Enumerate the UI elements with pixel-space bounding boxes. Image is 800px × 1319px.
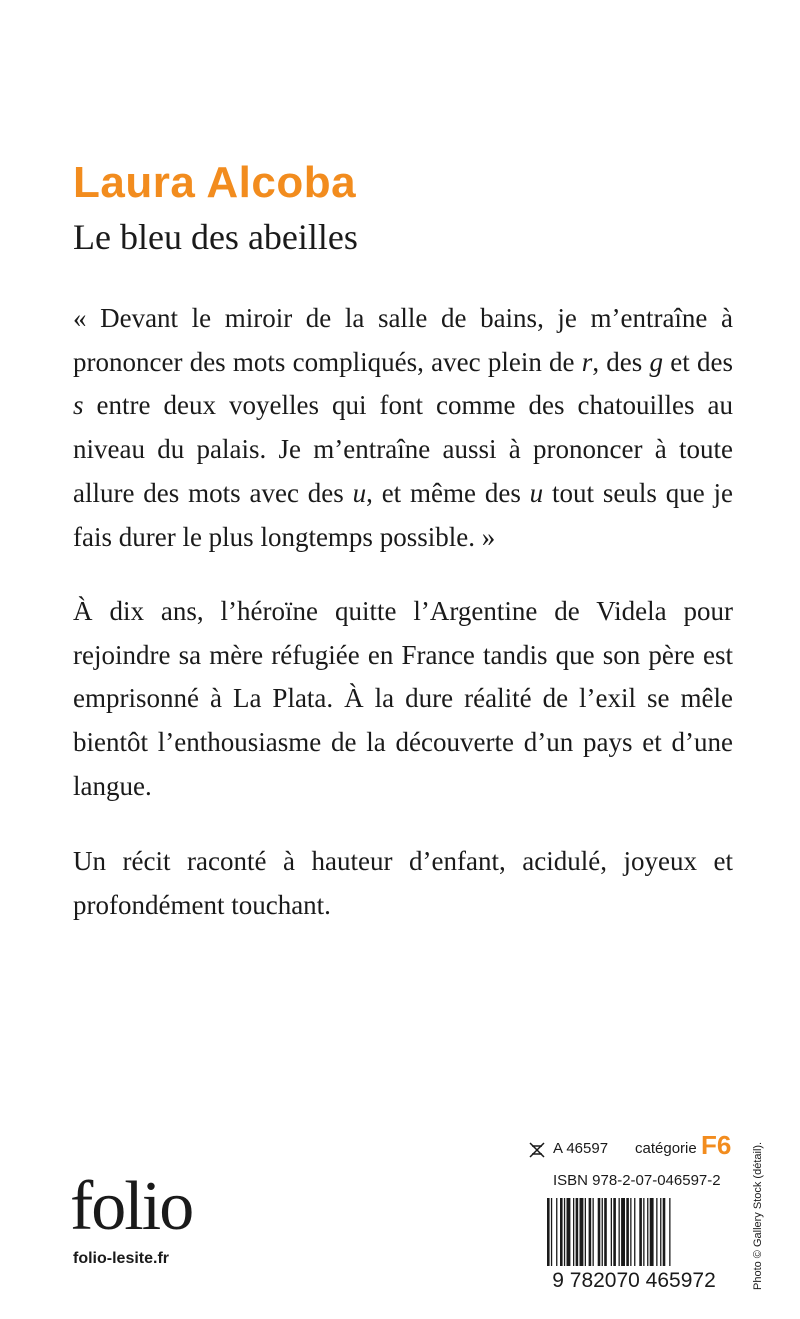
blurb-quote: « Devant le miroir de la salle de bains, je m’entraîne à prononcer des mots compliqués, avec plein de r, des g et des s entre deux voyelles qui font comme des chatouilles au niveau du palais. Je m’entraîne aussi à prononcer à toute allure des mots avec des u, et même des u tout seuls que je fais durer le plus longtemps possible. » [73, 303, 734, 552]
barcode-digits: 9 782070 465972 [552, 1269, 716, 1290]
blurb-tagline: Un récit raconté à hauteur d’enfant, acidulé, joyeux et profondément touchant. [73, 846, 733, 920]
author-name: Laura Alcoba [73, 158, 357, 207]
blurb-summary: À dix ans, l’héroïne quitte l’Argentine de Videla pour rejoindre sa mère réfugiée en France tandis que son père est emprisonné à La Plata. À la dure réalité de l’exil se mêle bientôt l’enthousiasme de la découverte d’un pays et d’une langue. [73, 596, 733, 801]
book-title: Le bleu des abeilles [73, 217, 358, 257]
barcode [533, 1198, 735, 1290]
category-value: F6 [701, 1130, 732, 1160]
publisher-logo: folio [70, 1168, 193, 1245]
category-label: catégorie [635, 1140, 697, 1157]
isbn: ISBN 978-2-07-046597-2 [553, 1172, 721, 1189]
publisher-website[interactable]: folio-lesite.fr [73, 1250, 170, 1267]
catalog-code: A 46597 [553, 1140, 609, 1157]
photo-credit: Photo © Gallery Stock (détail). [752, 1141, 764, 1290]
bee-logo-icon [526, 1138, 548, 1160]
